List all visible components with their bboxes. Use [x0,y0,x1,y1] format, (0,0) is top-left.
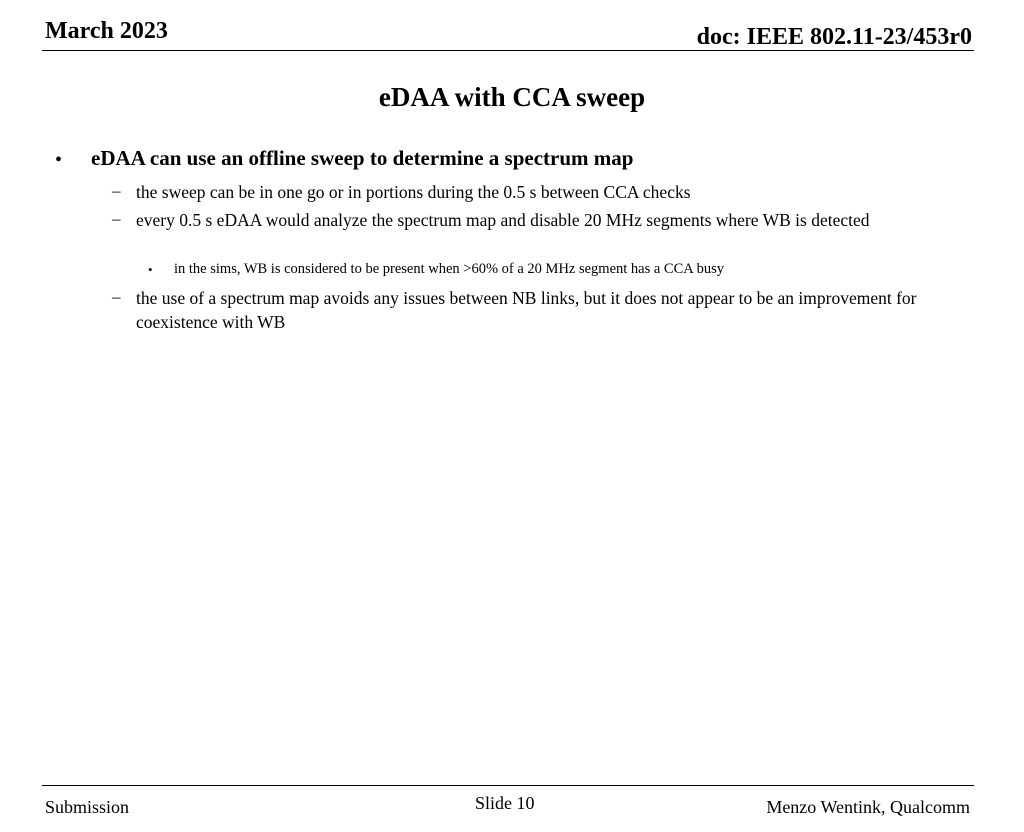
slide-title: eDAA with CCA sweep [378,82,646,112]
header-rule [42,50,974,51]
header-date: March 2023 [45,18,168,44]
header-doc-id: doc: IEEE 802.11-23/453r0 [696,24,972,50]
subpoint-marker-2: – [112,209,121,228]
footer-slide-number: Slide 10 [475,793,535,813]
bullet-text: eDAA can use an offline sweep to determine a spectrum map [91,146,634,170]
sub-subpoint-text: in the sims, WB is considered to be present when >60% of a 20 MHz segment has a CCA busy [174,261,724,277]
subpoint-text-2: every 0.5 s eDAA would analyze the spectrum map and disable 20 MHz segments where WB is detected [136,210,870,230]
footer-author: Menzo Wentink, Qualcomm [766,797,970,817]
footer-rule [42,785,974,786]
sub-subpoint-marker: • [148,262,153,277]
subpoint-marker-1: – [112,181,121,200]
subpoint-marker-3: – [112,287,121,306]
footer-submission: Submission [45,797,130,817]
subpoint-text-3: the use of a spectrum map avoids any issues between NB links, but it does not appear to be an improvement for coexistence with WB [136,288,917,332]
subpoint-text-1: the sweep can be in one go or in portions during the 0.5 s between CCA checks [136,182,691,202]
bullet-marker: • [55,149,63,171]
